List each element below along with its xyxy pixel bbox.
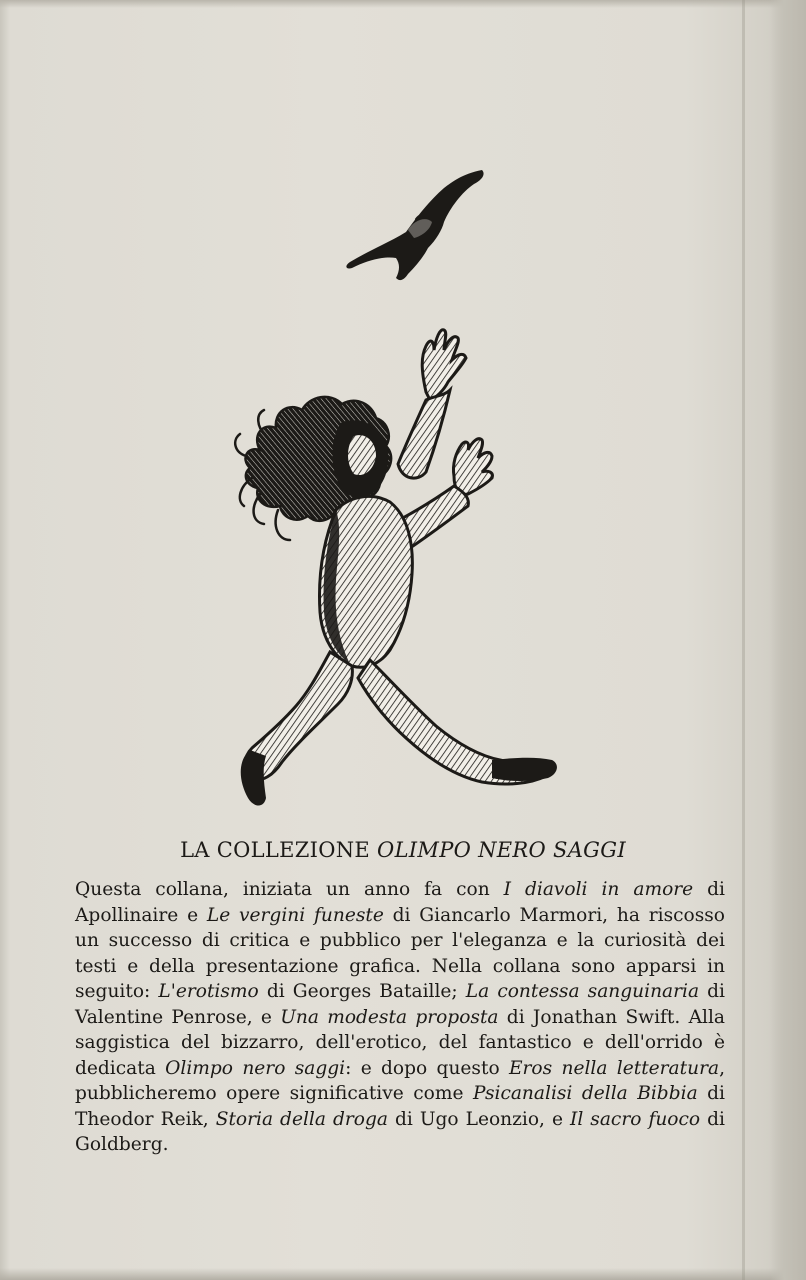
book-title: Una modesta proposta [280,1006,499,1028]
blurb-text: di Giancarlo Marmori, ha riscosso un successo di critica e pubblico per l'eleganza e la curiosità dei testi e della presentazione grafica. Nella collana sono apparsi in seguito: [75,904,726,1002]
collection-blurb [75,877,725,1158]
blurb-text: di Jonathan Swift. Alla saggistica del bizzarro, dell'erotico, del fantastico e dell'orrido è dedicata [75,1006,725,1079]
blurb-text: : e dopo questo [345,1057,509,1079]
heading-prefix: LA COLLEZIONE [180,838,378,862]
book-title: Eros nella letteratura [508,1057,720,1079]
blurb-text: di Goldberg. [75,1108,725,1155]
blurb-text: di Theodor Reik, [75,1083,725,1130]
book-title: L'erotismo [158,981,259,1002]
spine-fold-crease [742,0,745,1280]
book-title: Psicanalisi della Bibbia [472,1083,698,1104]
blurb-text: , pubblicheremo opere significative come [75,1057,725,1104]
blurb-text: Questa collana, iniziata un anno fa con [75,879,504,900]
collection-heading [0,838,806,862]
cherub-upper-hand [422,330,466,400]
book-title: Il sacro fuoco [570,1108,701,1130]
cherub-lower-hand [453,439,492,495]
top-edge-wear [0,0,806,8]
cherub-chasing-bird-icon [230,160,570,820]
blurb-text: di Georges Bataille; [258,981,466,1002]
blurb-text: di Valentine Penrose, e [75,981,726,1028]
book-title: I diavoli in amore [503,879,694,900]
blurb-text: di Apollinaire e [75,879,725,926]
book-title: Olimpo nero saggi [165,1057,346,1079]
spine-edge [770,0,806,1280]
bird-icon [346,170,483,280]
series-title: OLIMPO NERO SAGGI [377,838,626,862]
book-title: La contessa sanguinaria [465,981,700,1002]
blurb-text: di Ugo Leonzio, e [387,1108,570,1130]
book-title: Storia della droga [215,1108,388,1130]
bottom-edge-wear [0,1268,806,1280]
book-title: Le vergini funeste [206,904,384,926]
